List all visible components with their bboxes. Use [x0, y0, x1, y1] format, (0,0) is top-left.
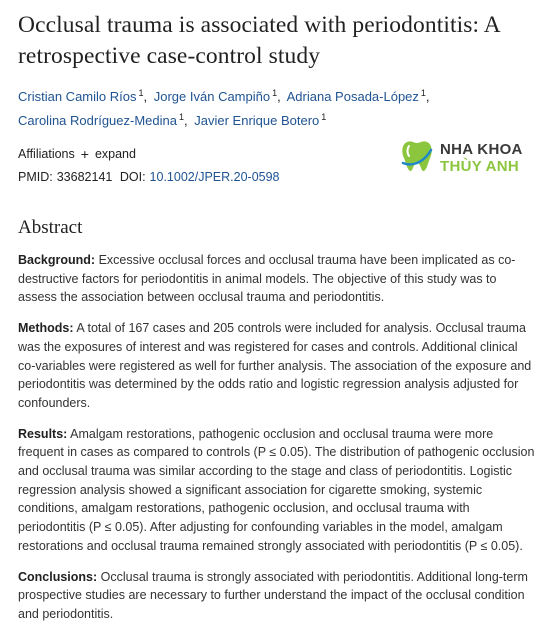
abstract-conclusions: Conclusions: Occlusal trauma is strongly associated with periodontitis. Additional long-term prospective studies are necessary to further understand the impact of the occlusal condition and periodontitis. — [18, 569, 528, 621]
plus-icon: + — [80, 146, 89, 162]
affiliations-label: Affiliations — [18, 147, 75, 161]
pmid-value: 33682141 — [56, 170, 113, 184]
author-link[interactable]: Jorge Iván Campiño $^1$ — [153, 88, 278, 104]
expand-label: expand — [94, 147, 136, 161]
logo-line-1: NHA KHOA — [440, 140, 523, 158]
abstract-heading: Abstract — [18, 217, 83, 238]
logo-text — [440, 141, 523, 175]
doi-link[interactable]: 10.1002/JPER.20-0598 — [149, 170, 280, 184]
abstract-results: Results: Amalgam restorations, pathogenic occlusion and occlusal trauma were more frequent in cases as compared to controls (P ≤ 0.05). The distribution of pathogenic occlusion and occlusal trauma was similar according to the stage and class of periodontitis. Logistic regression analysis showed a significant association for cigarette smoking, systemic conditions, amalgam restorations, pathogenic occlusion, and occlusal trauma with periodontitis (P ≤ 0.05). After adjusting for confounding variables in the model, amalgam restorations and occlusal trauma remained strongly associated with periodontitis (P ≤ 0.05). — [18, 426, 535, 553]
pmid-label: PMID: — [18, 170, 53, 184]
doi-label: DOI: — [119, 170, 146, 184]
clinic-logo — [400, 136, 523, 179]
abstract-background: Background: Excessive occlusal forces and occlusal trauma have been implicated as co-destructive factors for periodontitis in animal models. The objective of this study was to assess the association between occlusal trauma and periodontitis. — [18, 253, 516, 305]
author-link[interactable]: Carolina Rodríguez-Medina $^1$ — [18, 112, 184, 128]
author-list: Cristian Camilo Ríos $^1$, Jorge Iván Campiño $^1$, Adriana Posada-López $^1$, Carolina Rodríguez-Medina $^1$, Javier Enrique Botero $^1$ — [18, 88, 430, 128]
tooth-icon — [400, 136, 434, 179]
abstract-methods: Methods: A total of 167 cases and 205 controls were included for analysis. Occlusal trauma was the exposures of interest and was registered for cases and controls. Additional clinical co-variables were registered as well for further analysis. The association of the exposure and periodontitis was determined by the odds ratio and logistic regression analysis adjusted for confounders. — [18, 321, 532, 410]
logo-line-2: THÙY ANH — [440, 157, 520, 175]
author-link[interactable]: Adriana Posada-López $^1$ — [286, 88, 426, 104]
article-title: Occlusal trauma is associated with periodontitis: A retrospective case-control study — [18, 12, 500, 69]
author-link[interactable]: Javier Enrique Botero $^1$ — [194, 112, 327, 128]
author-link[interactable]: Cristian Camilo Ríos $^1$ — [18, 88, 144, 104]
